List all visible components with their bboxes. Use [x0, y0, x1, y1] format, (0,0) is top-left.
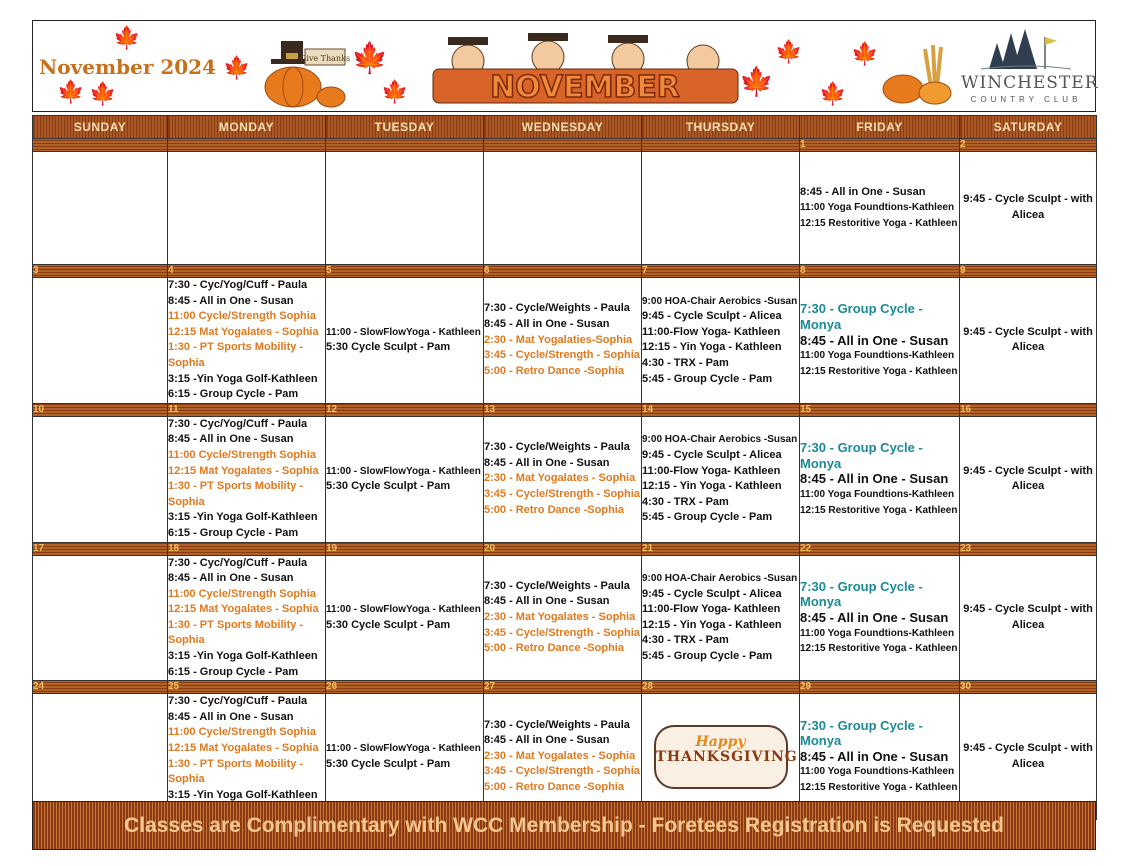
class-entry: 11:00 Cycle/Strength Sophia	[168, 310, 316, 323]
week-row	[33, 555, 1097, 681]
day-cell	[168, 152, 326, 265]
class-entry: 5:00 - Retro Dance -Sophia	[484, 781, 624, 794]
class-entry: 3:45 - Cycle/Strength - Sophia	[484, 765, 640, 778]
date-row	[33, 542, 1097, 555]
class-entry: 7:30 - Cyc/Yog/Cuff - Paula	[168, 556, 308, 569]
class-entry: 8:45 - All in One - Susan	[484, 595, 610, 608]
class-entry: 11:00-Flow Yoga- Kathleen	[642, 464, 781, 477]
class-entry: 2:30 - Mat Yogalates - Sophia	[484, 749, 636, 762]
class-entry: 2:30 - Mat Yogalates - Sophia	[484, 472, 636, 485]
class-entry: 8:45 - All in One - Susan	[484, 456, 610, 469]
class-entry: 5:30 Cycle Sculpt - Pam	[326, 341, 451, 354]
class-entry: 9:45 - Cycle Sculpt - Alicea	[642, 587, 782, 600]
maple-leaf-icon: 🍁	[89, 81, 117, 106]
class-entry: 7:30 - Group Cycle - Monya	[800, 301, 923, 332]
class-entry: 7:30 - Cycle/Weights - Paula	[484, 302, 630, 315]
class-entry: 9:00 HOA-Chair Aerobics -Susan	[642, 573, 798, 585]
class-entry: 11:00-Flow Yoga- Kathleen	[642, 603, 781, 616]
maple-leaf-icon: 🍁	[113, 25, 141, 50]
class-entry: 5:00 - Retro Dance -Sophia	[484, 503, 624, 516]
class-entry: 11:00 Yoga Foundtions-Kathleen	[800, 766, 955, 778]
weekday-sunday: SUNDAY	[33, 116, 168, 139]
class-entry: 9:45 - Cycle Sculpt - with Alicea	[963, 464, 1093, 493]
date-number: 10	[33, 403, 168, 416]
class-entry: 9:45 - Cycle Sculpt - with Alicea	[963, 742, 1093, 770]
class-entry: 3:15 -Yin Yoga Golf-Kathleen	[168, 511, 318, 524]
weekday-tuesday: TUESDAY	[326, 116, 484, 139]
week-row	[33, 278, 1097, 404]
class-entry: 12:15 Mat Yogalates - Sophia	[168, 742, 319, 755]
class-entry: 12:15 - Yin Yoga - Kathleen	[642, 341, 782, 354]
class-entry: 5:00 - Retro Dance -Sophia	[484, 364, 624, 377]
class-entry: 11:00 Yoga Foundtions-Kathleen	[800, 350, 955, 362]
class-entry: 9:00 HOA-Chair Aerobics -Susan	[642, 434, 798, 446]
class-entry: 8:45 - All in One - Susan	[800, 748, 949, 764]
class-entry: 8:45 - All in One - Susan	[168, 710, 294, 723]
class-entry: 12:15 Restoritive Yoga - Kathleen	[800, 365, 958, 377]
date-number: 22	[800, 542, 960, 555]
class-entry: 8:45 - All in One - Susan	[168, 572, 294, 585]
class-entry: 11:00 Yoga Foundtions-Kathleen	[800, 202, 955, 214]
date-number: 19	[326, 542, 484, 555]
class-entry: 5:45 - Group Cycle - Pam	[642, 372, 773, 385]
class-entry: 1:30 - PT Sports Mobility -Sophia	[168, 757, 304, 786]
day-cell	[960, 555, 1097, 681]
date-number: 15	[800, 403, 960, 416]
class-entry: 3:15 -Yin Yoga Golf-Kathleen	[168, 650, 318, 663]
class-entry: 8:45 - All in One - Susan	[800, 185, 926, 198]
class-entry: 11:00 Cycle/Strength Sophia	[168, 587, 316, 600]
class-entry: 9:45 - Cycle Sculpt - with Alicea	[963, 325, 1093, 354]
date-number: 6	[484, 265, 642, 278]
date-number: 7	[642, 265, 800, 278]
maple-leaf-icon: 🍁	[381, 79, 409, 104]
maple-leaf-icon: 🍁	[57, 79, 85, 104]
logo-name: WINCHESTER	[961, 73, 1099, 93]
class-entry: 3:15 -Yin Yoga Golf-Kathleen	[168, 788, 318, 801]
day-cell	[168, 278, 326, 404]
day-cell	[960, 278, 1097, 404]
week-row	[33, 152, 1097, 265]
winchester-logo	[961, 29, 1099, 105]
day-cell	[484, 152, 642, 265]
weekday-friday: FRIDAY	[800, 116, 960, 139]
date-row	[33, 139, 1097, 152]
maple-leaf-icon: 🍁	[739, 66, 774, 97]
month-title: November 2024	[39, 55, 217, 79]
date-number: 29	[800, 681, 960, 694]
give-thanks-sign: Give Thanks	[299, 54, 351, 63]
weekday-saturday: SATURDAY	[960, 116, 1097, 139]
class-entry: 9:45 - Cycle Sculpt - with Alicea	[963, 603, 1093, 631]
class-entry: 7:30 - Group Cycle - Monya	[800, 578, 923, 610]
date-number: 25	[168, 681, 326, 694]
footer-banner: Classes are Complimentary with WCC Membership - Foretees Registration is Requested	[32, 801, 1096, 850]
class-entry: 8:45 - All in One - Susan	[168, 294, 294, 307]
weekday-header-row	[33, 116, 1097, 139]
class-entry: 7:30 - Cyc/Yog/Cuff - Paula	[168, 417, 308, 430]
day-cell	[326, 416, 484, 542]
class-entry: 4:30 - TRX - Pam	[642, 495, 729, 508]
class-entry: 12:15 - Yin Yoga - Kathleen	[642, 618, 782, 631]
class-entry: 7:30 - Cycle/Weights - Paula	[484, 579, 630, 592]
date-number: 28	[642, 681, 800, 694]
logo-subtitle: COUNTRY CLUB	[970, 95, 1082, 104]
class-entry: 5:30 Cycle Sculpt - Pam	[326, 618, 451, 631]
class-entry: 1:30 - PT Sports Mobility -Sophia	[168, 618, 304, 647]
class-entry: 7:30 - Cycle/Weights - Paula	[484, 441, 630, 454]
class-entry: 2:30 - Mat Yogalaties-Sophia	[484, 333, 633, 346]
day-cell	[168, 555, 326, 681]
class-entry: 4:30 - TRX - Pam	[642, 634, 729, 647]
class-entry: 5:00 - Retro Dance -Sophia	[484, 642, 624, 655]
class-entry: 11:00-Flow Yoga- Kathleen	[642, 325, 781, 338]
class-entry: 12:15 Mat Yogalates - Sophia	[168, 603, 319, 616]
class-entry: 1:30 - PT Sports Mobility -Sophia	[168, 341, 304, 369]
class-entry: 9:00 HOA-Chair Aerobics -Susan	[642, 295, 798, 307]
day-cell	[326, 555, 484, 681]
pumpkin-pilgrim-icon	[261, 39, 351, 109]
weekday-monday: MONDAY	[168, 116, 326, 139]
day-cell	[800, 278, 960, 404]
maple-leaf-icon: 🍁	[851, 41, 879, 66]
date-number: 18	[168, 542, 326, 555]
class-entry: 12:15 - Yin Yoga - Kathleen	[642, 480, 782, 493]
date-number: 24	[33, 681, 168, 694]
pine-trees-icon	[961, 29, 1091, 73]
thanksgiving-word: THANKSGIVING	[655, 749, 798, 766]
class-entry: 12:15 Restoritive Yoga - Kathleen	[800, 643, 958, 655]
date-row	[33, 265, 1097, 278]
date-number: 8	[800, 265, 960, 278]
class-entry: 6:15 - Group Cycle - Pam	[168, 665, 299, 678]
class-entry: 11:00 - SlowFlowYoga - Kathleen	[326, 604, 481, 616]
class-entry: 8:45 - All in One - Susan	[484, 734, 610, 747]
class-entry: 7:30 - Cyc/Yog/Cuff - Paula	[168, 279, 308, 291]
day-cell	[33, 152, 168, 265]
date-number	[642, 139, 800, 152]
class-entry: 8:45 - All in One - Susan	[800, 610, 949, 626]
class-entry: 1:30 - PT Sports Mobility -Sophia	[168, 480, 304, 508]
weekday-wednesday: WEDNESDAY	[484, 116, 642, 139]
class-entry: 11:00 - SlowFlowYoga - Kathleen	[326, 465, 481, 477]
class-entry: 11:00 - SlowFlowYoga - Kathleen	[326, 743, 481, 755]
date-number: 4	[168, 265, 326, 278]
class-entry: 4:30 - TRX - Pam	[642, 356, 729, 369]
day-cell	[168, 416, 326, 542]
maple-leaf-icon: 🍁	[819, 81, 847, 106]
date-number: 21	[642, 542, 800, 555]
date-number: 14	[642, 403, 800, 416]
date-number: 26	[326, 681, 484, 694]
week-row	[33, 416, 1097, 542]
class-entry: 5:30 Cycle Sculpt - Pam	[326, 480, 451, 493]
date-number: 5	[326, 265, 484, 278]
class-entry: 2:30 - Mat Yogalates - Sophia	[484, 611, 636, 624]
date-number: 11	[168, 403, 326, 416]
class-entry: 11:00 Yoga Foundtions-Kathleen	[800, 488, 955, 500]
calendar-grid	[32, 115, 1097, 820]
date-number: 3	[33, 265, 168, 278]
class-entry: 12:15 Mat Yogalates - Sophia	[168, 464, 319, 477]
day-cell	[960, 152, 1097, 265]
class-entry: 6:15 - Group Cycle - Pam	[168, 388, 299, 401]
class-entry: 3:15 -Yin Yoga Golf-Kathleen	[168, 372, 318, 385]
class-entry: 11:00 Cycle/Strength Sophia	[168, 448, 316, 461]
class-entry: 12:15 Restoritive Yoga - Kathleen	[800, 782, 958, 794]
date-number	[326, 139, 484, 152]
day-cell	[326, 278, 484, 404]
date-number: 12	[326, 403, 484, 416]
day-cell	[642, 278, 800, 404]
class-entry: 9:45 - Cycle Sculpt - with Alicea	[963, 193, 1093, 221]
day-cell	[484, 416, 642, 542]
class-entry: 7:30 - Cycle/Weights - Paula	[484, 718, 630, 731]
date-number	[168, 139, 326, 152]
class-entry: 12:15 Mat Yogalates - Sophia	[168, 325, 319, 338]
date-number: 23	[960, 542, 1097, 555]
day-cell	[642, 416, 800, 542]
day-cell	[800, 152, 960, 265]
class-entry: 11:00 Cycle/Strength Sophia	[168, 726, 316, 739]
date-number: 13	[484, 403, 642, 416]
class-entry: 8:45 - All in One - Susan	[800, 471, 949, 487]
maple-leaf-icon: 🍁	[223, 55, 251, 80]
class-entry: 5:45 - Group Cycle - Pam	[642, 650, 773, 663]
date-number: 2	[960, 139, 1097, 152]
date-row	[33, 403, 1097, 416]
calendar-page	[32, 20, 1099, 850]
class-entry: 12:15 Restoritive Yoga - Kathleen	[800, 217, 958, 229]
date-number: 17	[33, 542, 168, 555]
class-entry: 11:00 Yoga Foundtions-Kathleen	[800, 627, 955, 639]
day-cell	[326, 152, 484, 265]
class-entry: 12:15 Restoritive Yoga - Kathleen	[800, 504, 958, 516]
day-cell	[642, 152, 800, 265]
class-entry: 9:45 - Cycle Sculpt - Alicea	[642, 448, 782, 461]
date-number: 27	[484, 681, 642, 694]
class-entry: 3:45 - Cycle/Strength - Sophia	[484, 487, 640, 500]
date-row	[33, 681, 1097, 694]
date-number	[484, 139, 642, 152]
day-cell	[642, 555, 800, 681]
class-entry: 7:30 - Group Cycle - Monya	[800, 717, 923, 749]
day-cell	[33, 278, 168, 404]
class-entry: 3:45 - Cycle/Strength - Sophia	[484, 626, 640, 639]
day-cell	[800, 555, 960, 681]
november-banner	[428, 31, 748, 109]
date-number: 16	[960, 403, 1097, 416]
weekday-thursday: THURSDAY	[642, 116, 800, 139]
class-entry: 5:30 Cycle Sculpt - Pam	[326, 757, 451, 770]
class-entry: 8:45 - All in One - Susan	[800, 332, 949, 348]
class-entry: 11:00 - SlowFlowYoga - Kathleen	[326, 326, 481, 338]
day-cell	[33, 416, 168, 542]
class-entry: 9:45 - Cycle Sculpt - Alicea	[642, 310, 782, 323]
day-cell	[484, 555, 642, 681]
maple-leaf-icon: 🍁	[775, 39, 803, 64]
day-cell	[484, 278, 642, 404]
date-number: 30	[960, 681, 1097, 694]
class-entry: 8:45 - All in One - Susan	[484, 317, 610, 330]
class-entry: 7:30 - Group Cycle - Monya	[800, 440, 923, 471]
class-entry: 8:45 - All in One - Susan	[168, 433, 294, 446]
thanksgiving-image	[654, 725, 798, 789]
banner-text: NOVEMBER	[490, 70, 680, 105]
class-entry: 6:15 - Group Cycle - Pam	[168, 526, 299, 539]
day-cell	[800, 416, 960, 542]
pumpkin-wheat-icon	[881, 37, 961, 107]
maple-leaf-icon: 🍁	[351, 42, 389, 75]
thanksgiving-happy: Happy	[695, 733, 746, 750]
class-entry: 5:45 - Group Cycle - Pam	[642, 511, 773, 524]
calendar-header	[32, 20, 1099, 112]
date-number: 20	[484, 542, 642, 555]
date-number	[33, 139, 168, 152]
class-entry: 3:45 - Cycle/Strength - Sophia	[484, 349, 640, 362]
class-entry: 7:30 - Cyc/Yog/Cuff - Paula	[168, 695, 308, 708]
day-cell	[33, 555, 168, 681]
date-number: 1	[800, 139, 960, 152]
day-cell	[960, 416, 1097, 542]
date-number: 9	[960, 265, 1097, 278]
